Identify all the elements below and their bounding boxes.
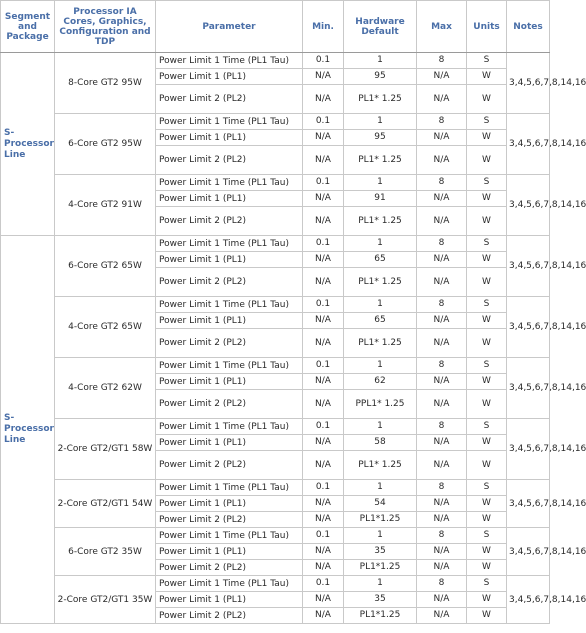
units-cell: W [467,435,507,451]
parameter-cell: Power Limit 1 (PL1) [156,496,303,512]
notes-cell: 3,4,5,6,7,8,14,16 [507,236,550,297]
min-cell: N/A [303,592,344,608]
max-cell: N/A [417,390,467,419]
config-cell: 6-Core GT2 95W [55,114,156,175]
segment-label: S-Processor Line [1,236,55,624]
hw-default-cell: 1 [344,419,417,435]
parameter-cell: Power Limit 2 (PL2) [156,85,303,114]
hw-default-cell: PL1* 1.25 [344,207,417,236]
table-row [1,419,550,435]
parameter-cell: Power Limit 1 Time (PL1 Tau) [156,114,303,130]
notes-cell: 3,4,5,6,7,8,14,16 [507,114,550,175]
config-cell: 6-Core GT2 65W [55,236,156,297]
max-cell: N/A [417,374,467,390]
table-row [1,297,550,313]
units-cell: W [467,191,507,207]
units-cell: W [467,130,507,146]
max-cell: 8 [417,358,467,374]
max-cell: N/A [417,85,467,114]
min-cell: N/A [303,496,344,512]
parameter-cell: Power Limit 2 (PL2) [156,268,303,297]
hw-default-cell: 1 [344,236,417,252]
parameter-cell: Power Limit 1 (PL1) [156,435,303,451]
notes-cell: 3,4,5,6,7,8,14,16 [507,358,550,419]
hw-default-cell: PL1* 1.25 [344,268,417,297]
segment-label: S-Processor Line [1,53,55,236]
max-cell: N/A [417,268,467,297]
units-cell: W [467,313,507,329]
notes-cell: 3,4,5,6,7,8,14,16 [507,576,550,624]
table-row [1,236,550,252]
units-cell: W [467,252,507,268]
units-cell: W [467,544,507,560]
header-notes: Notes [507,1,550,53]
parameter-cell: Power Limit 1 (PL1) [156,313,303,329]
units-cell: W [467,69,507,85]
max-cell: N/A [417,130,467,146]
max-cell: 8 [417,114,467,130]
hw-default-cell: 1 [344,576,417,592]
table-group [1,53,586,236]
max-cell: N/A [417,608,467,624]
min-cell: N/A [303,329,344,358]
hw-default-cell: 65 [344,252,417,268]
units-cell: S [467,576,507,592]
min-cell: N/A [303,390,344,419]
parameter-cell: Power Limit 2 (PL2) [156,146,303,175]
hw-default-cell: 1 [344,528,417,544]
max-cell: N/A [417,191,467,207]
table-row [1,576,550,592]
parameter-cell: Power Limit 1 (PL1) [156,69,303,85]
notes-cell: 3,4,5,6,7,8,14,16 [507,53,550,114]
hw-default-cell: 58 [344,435,417,451]
units-cell: S [467,114,507,130]
hw-default-cell: 1 [344,53,417,69]
min-cell: 0.1 [303,419,344,435]
parameter-cell: Power Limit 2 (PL2) [156,329,303,358]
notes-cell: 3,4,5,6,7,8,14,16 [507,528,550,576]
min-cell: N/A [303,85,344,114]
max-cell: N/A [417,146,467,175]
min-cell: N/A [303,268,344,297]
parameter-cell: Power Limit 1 (PL1) [156,374,303,390]
min-cell: N/A [303,512,344,528]
units-cell: W [467,560,507,576]
units-cell: S [467,53,507,69]
min-cell: 0.1 [303,114,344,130]
table-row [1,480,550,496]
parameter-cell: Power Limit 2 (PL2) [156,512,303,528]
min-cell: N/A [303,435,344,451]
max-cell: N/A [417,329,467,358]
max-cell: 8 [417,576,467,592]
parameter-cell: Power Limit 1 (PL1) [156,592,303,608]
table-header [1,1,550,53]
hw-default-cell: PL1* 1.25 [344,146,417,175]
notes-cell: 3,4,5,6,7,8,14,16 [507,419,550,480]
units-cell: S [467,175,507,191]
parameter-cell: Power Limit 1 (PL1) [156,252,303,268]
min-cell: N/A [303,451,344,480]
config-cell: 6-Core GT2 35W [55,528,156,576]
max-cell: N/A [417,560,467,576]
hw-default-cell: 95 [344,130,417,146]
max-cell: 8 [417,236,467,252]
parameter-cell: Power Limit 2 (PL2) [156,207,303,236]
min-cell: 0.1 [303,528,344,544]
config-cell: 8-Core GT2 95W [55,53,156,114]
parameter-cell: Power Limit 2 (PL2) [156,390,303,419]
table-group [1,236,586,624]
config-cell: 2-Core GT2/GT1 54W [55,480,156,528]
parameter-cell: Power Limit 1 Time (PL1 Tau) [156,175,303,191]
table-row [1,53,550,69]
table-row [1,528,550,544]
parameter-cell: Power Limit 1 Time (PL1 Tau) [156,358,303,374]
header-config: Processor IA Cores, Graphics, Configuration and TDP [55,1,156,53]
hw-default-cell: 35 [344,592,417,608]
max-cell: N/A [417,544,467,560]
units-cell: W [467,374,507,390]
max-cell: 8 [417,480,467,496]
units-cell: W [467,451,507,480]
hw-default-cell: PL1*1.25 [344,560,417,576]
max-cell: N/A [417,207,467,236]
config-cell: 4-Core GT2 91W [55,175,156,236]
table-row [1,358,550,374]
header-units: Units [467,1,507,53]
units-cell: S [467,358,507,374]
max-cell: N/A [417,592,467,608]
max-cell: N/A [417,451,467,480]
min-cell: 0.1 [303,358,344,374]
units-cell: S [467,236,507,252]
units-cell: W [467,496,507,512]
parameter-cell: Power Limit 1 Time (PL1 Tau) [156,576,303,592]
units-cell: S [467,528,507,544]
header-parameter: Parameter [156,1,303,53]
hw-default-cell: PL1*1.25 [344,608,417,624]
max-cell: N/A [417,512,467,528]
header-max: Max [417,1,467,53]
notes-cell: 3,4,5,6,7,8,14,16 [507,480,550,528]
units-cell: W [467,390,507,419]
hw-default-cell: 1 [344,175,417,191]
units-cell: W [467,329,507,358]
min-cell: N/A [303,146,344,175]
units-cell: W [467,512,507,528]
hw-default-cell: 95 [344,69,417,85]
hw-default-cell: 1 [344,358,417,374]
min-cell: N/A [303,374,344,390]
max-cell: N/A [417,313,467,329]
units-cell: W [467,608,507,624]
config-cell: 4-Core GT2 65W [55,297,156,358]
max-cell: N/A [417,252,467,268]
units-cell: S [467,297,507,313]
header-hw-default: Hardware Default [344,1,417,53]
parameter-cell: Power Limit 1 Time (PL1 Tau) [156,419,303,435]
header-min: Min. [303,1,344,53]
hw-default-cell: 91 [344,191,417,207]
min-cell: N/A [303,252,344,268]
hw-default-cell: 1 [344,114,417,130]
units-cell: W [467,592,507,608]
min-cell: 0.1 [303,480,344,496]
min-cell: 0.1 [303,297,344,313]
max-cell: N/A [417,69,467,85]
parameter-cell: Power Limit 2 (PL2) [156,560,303,576]
notes-cell: 3,4,5,6,7,8,14,16 [507,297,550,358]
units-cell: W [467,85,507,114]
max-cell: N/A [417,496,467,512]
min-cell: N/A [303,69,344,85]
hw-default-cell: PL1* 1.25 [344,451,417,480]
hw-default-cell: PL1*1.25 [344,512,417,528]
min-cell: N/A [303,191,344,207]
hw-default-cell: 1 [344,480,417,496]
hw-default-cell: PL1* 1.25 [344,85,417,114]
header-segment: Segment and Package [1,1,55,53]
parameter-cell: Power Limit 1 (PL1) [156,544,303,560]
min-cell: N/A [303,544,344,560]
min-cell: 0.1 [303,175,344,191]
max-cell: 8 [417,53,467,69]
parameter-cell: Power Limit 1 Time (PL1 Tau) [156,297,303,313]
min-cell: N/A [303,130,344,146]
max-cell: 8 [417,419,467,435]
max-cell: N/A [417,435,467,451]
min-cell: 0.1 [303,53,344,69]
hw-default-cell: 35 [344,544,417,560]
hw-default-cell: 65 [344,313,417,329]
parameter-cell: Power Limit 1 Time (PL1 Tau) [156,236,303,252]
min-cell: N/A [303,207,344,236]
max-cell: 8 [417,297,467,313]
hw-default-cell: 1 [344,297,417,313]
max-cell: 8 [417,175,467,191]
parameter-cell: Power Limit 2 (PL2) [156,451,303,480]
min-cell: N/A [303,560,344,576]
hw-default-cell: 54 [344,496,417,512]
parameter-cell: Power Limit 1 Time (PL1 Tau) [156,480,303,496]
hw-default-cell: PL1* 1.25 [344,329,417,358]
units-cell: W [467,146,507,175]
table-row [1,175,550,191]
parameter-cell: Power Limit 1 Time (PL1 Tau) [156,53,303,69]
min-cell: N/A [303,608,344,624]
parameter-cell: Power Limit 1 Time (PL1 Tau) [156,528,303,544]
min-cell: 0.1 [303,236,344,252]
units-cell: S [467,419,507,435]
units-cell: W [467,268,507,297]
units-cell: S [467,480,507,496]
table-row [1,114,550,130]
parameter-cell: Power Limit 1 (PL1) [156,191,303,207]
units-cell: W [467,207,507,236]
config-cell: 2-Core GT2/GT1 35W [55,576,156,624]
hw-default-cell: 62 [344,374,417,390]
min-cell: 0.1 [303,576,344,592]
min-cell: N/A [303,313,344,329]
parameter-cell: Power Limit 2 (PL2) [156,608,303,624]
hw-default-cell: PPL1* 1.25 [344,390,417,419]
config-cell: 4-Core GT2 62W [55,358,156,419]
config-cell: 2-Core GT2/GT1 58W [55,419,156,480]
max-cell: 8 [417,528,467,544]
parameter-cell: Power Limit 1 (PL1) [156,130,303,146]
notes-cell: 3,4,5,6,7,8,14,16 [507,175,550,236]
